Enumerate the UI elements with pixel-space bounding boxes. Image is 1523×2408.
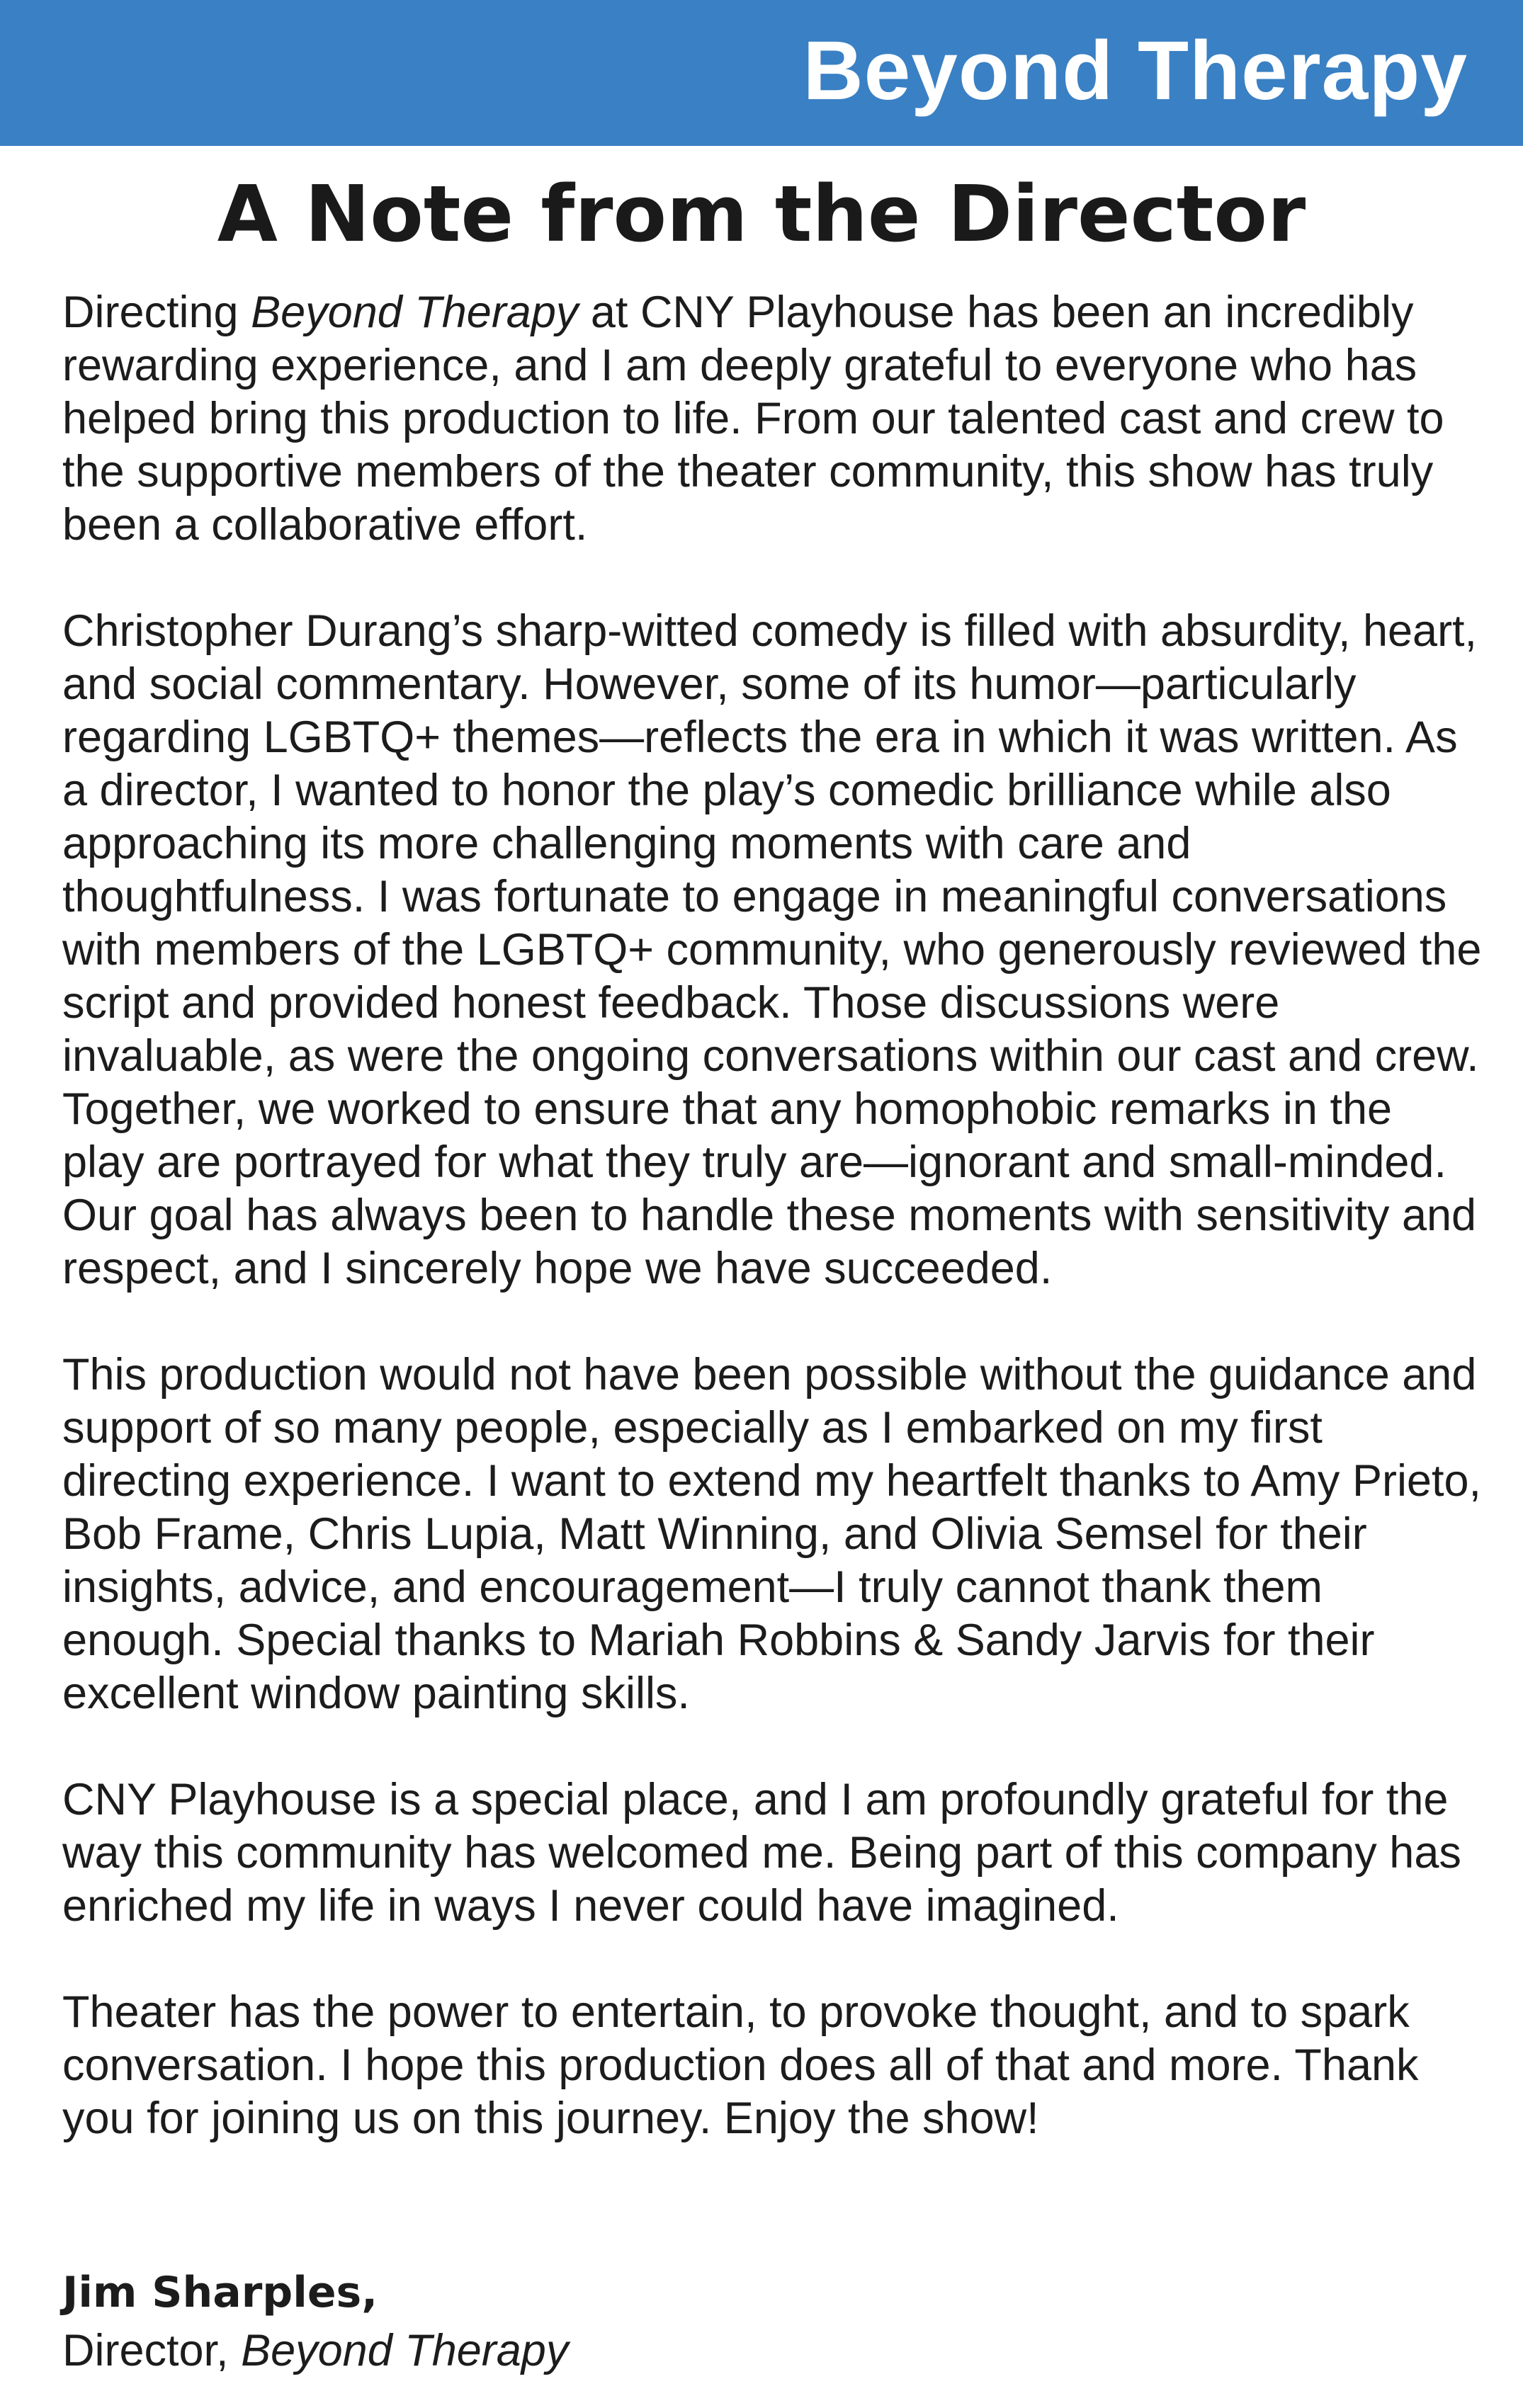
- signature-name: Jim Sharples,: [62, 2268, 378, 2317]
- intro-play-title: Beyond Therapy: [251, 288, 579, 337]
- paragraph-play-themes: Christopher Durang’s sharp-witted comedy is filled with absurdity, heart, and social commentary. However, some of its humor—particularly regarding LGBTQ+ themes—reflects the era in which it was written. As a director, I wanted to honor the play’s comedic brilliance while also approaching its more challenging moments with care and thoughtfulness. I was fortunate to engage in meaningful conversations with members of the LGBTQ+ community, who generously reviewed the script and provided honest feedback. Those discussions were invaluable, as were the ongoing conversations within our cast and crew. Together, we worked to ensure that any homophobic remarks in the play are portrayed for what they truly are—ignorant and small-minded. Our goal has always been to handle these moments with sensitivity and respect, and I sincerely hope we have succeeded.: [62, 606, 1482, 1293]
- show-title: Beyond Therapy: [803, 24, 1468, 118]
- paragraph-closing: Theater has the power to entertain, to provoke thought, and to spark conversation. I hope this production does all of that and more. Thank you for joining us on this journey. Enjoy the show!: [62, 1987, 1419, 2143]
- director-note-body: [62, 286, 1486, 2198]
- signature-role: [62, 2322, 568, 2380]
- paragraph-community: CNY Playhouse is a special place, and I am profoundly grateful for the way this community has welcomed me. Being part of this company has enriched my life in ways I never could have imagined.: [62, 1775, 1461, 1931]
- paragraph-intro: [62, 286, 1486, 552]
- signature-role-prefix: Director,: [62, 2326, 242, 2375]
- paragraph-acknowledgements: This production would not have been possible without the guidance and support of so many people, especially as I embarked on my first directing experience. I want to extend my heartfelt thanks to Amy Prieto, Bob Frame, Chris Lupia, Matt Winning, and Olivia Semsel for their insights, advice, and encouragement—I truly cannot thank them enough. Special thanks to Mariah Robbins & Sandy Jarvis for their excellent window painting skills.: [62, 1350, 1482, 1718]
- intro-lead: Directing: [62, 288, 251, 337]
- page-title: A Note from the Director: [217, 169, 1306, 259]
- header-band: [0, 0, 1523, 146]
- signature-block: [62, 2264, 568, 2380]
- signature-play-title: Beyond Therapy: [241, 2326, 569, 2375]
- intro-rest: at CNY Playhouse has been an incredibly rewarding experience, and I am deeply grateful to everyone who has helped bring this production to life. From our talented cast and crew to the supportive members of the theater community, this show has truly been a collaborative effort.: [62, 288, 1444, 550]
